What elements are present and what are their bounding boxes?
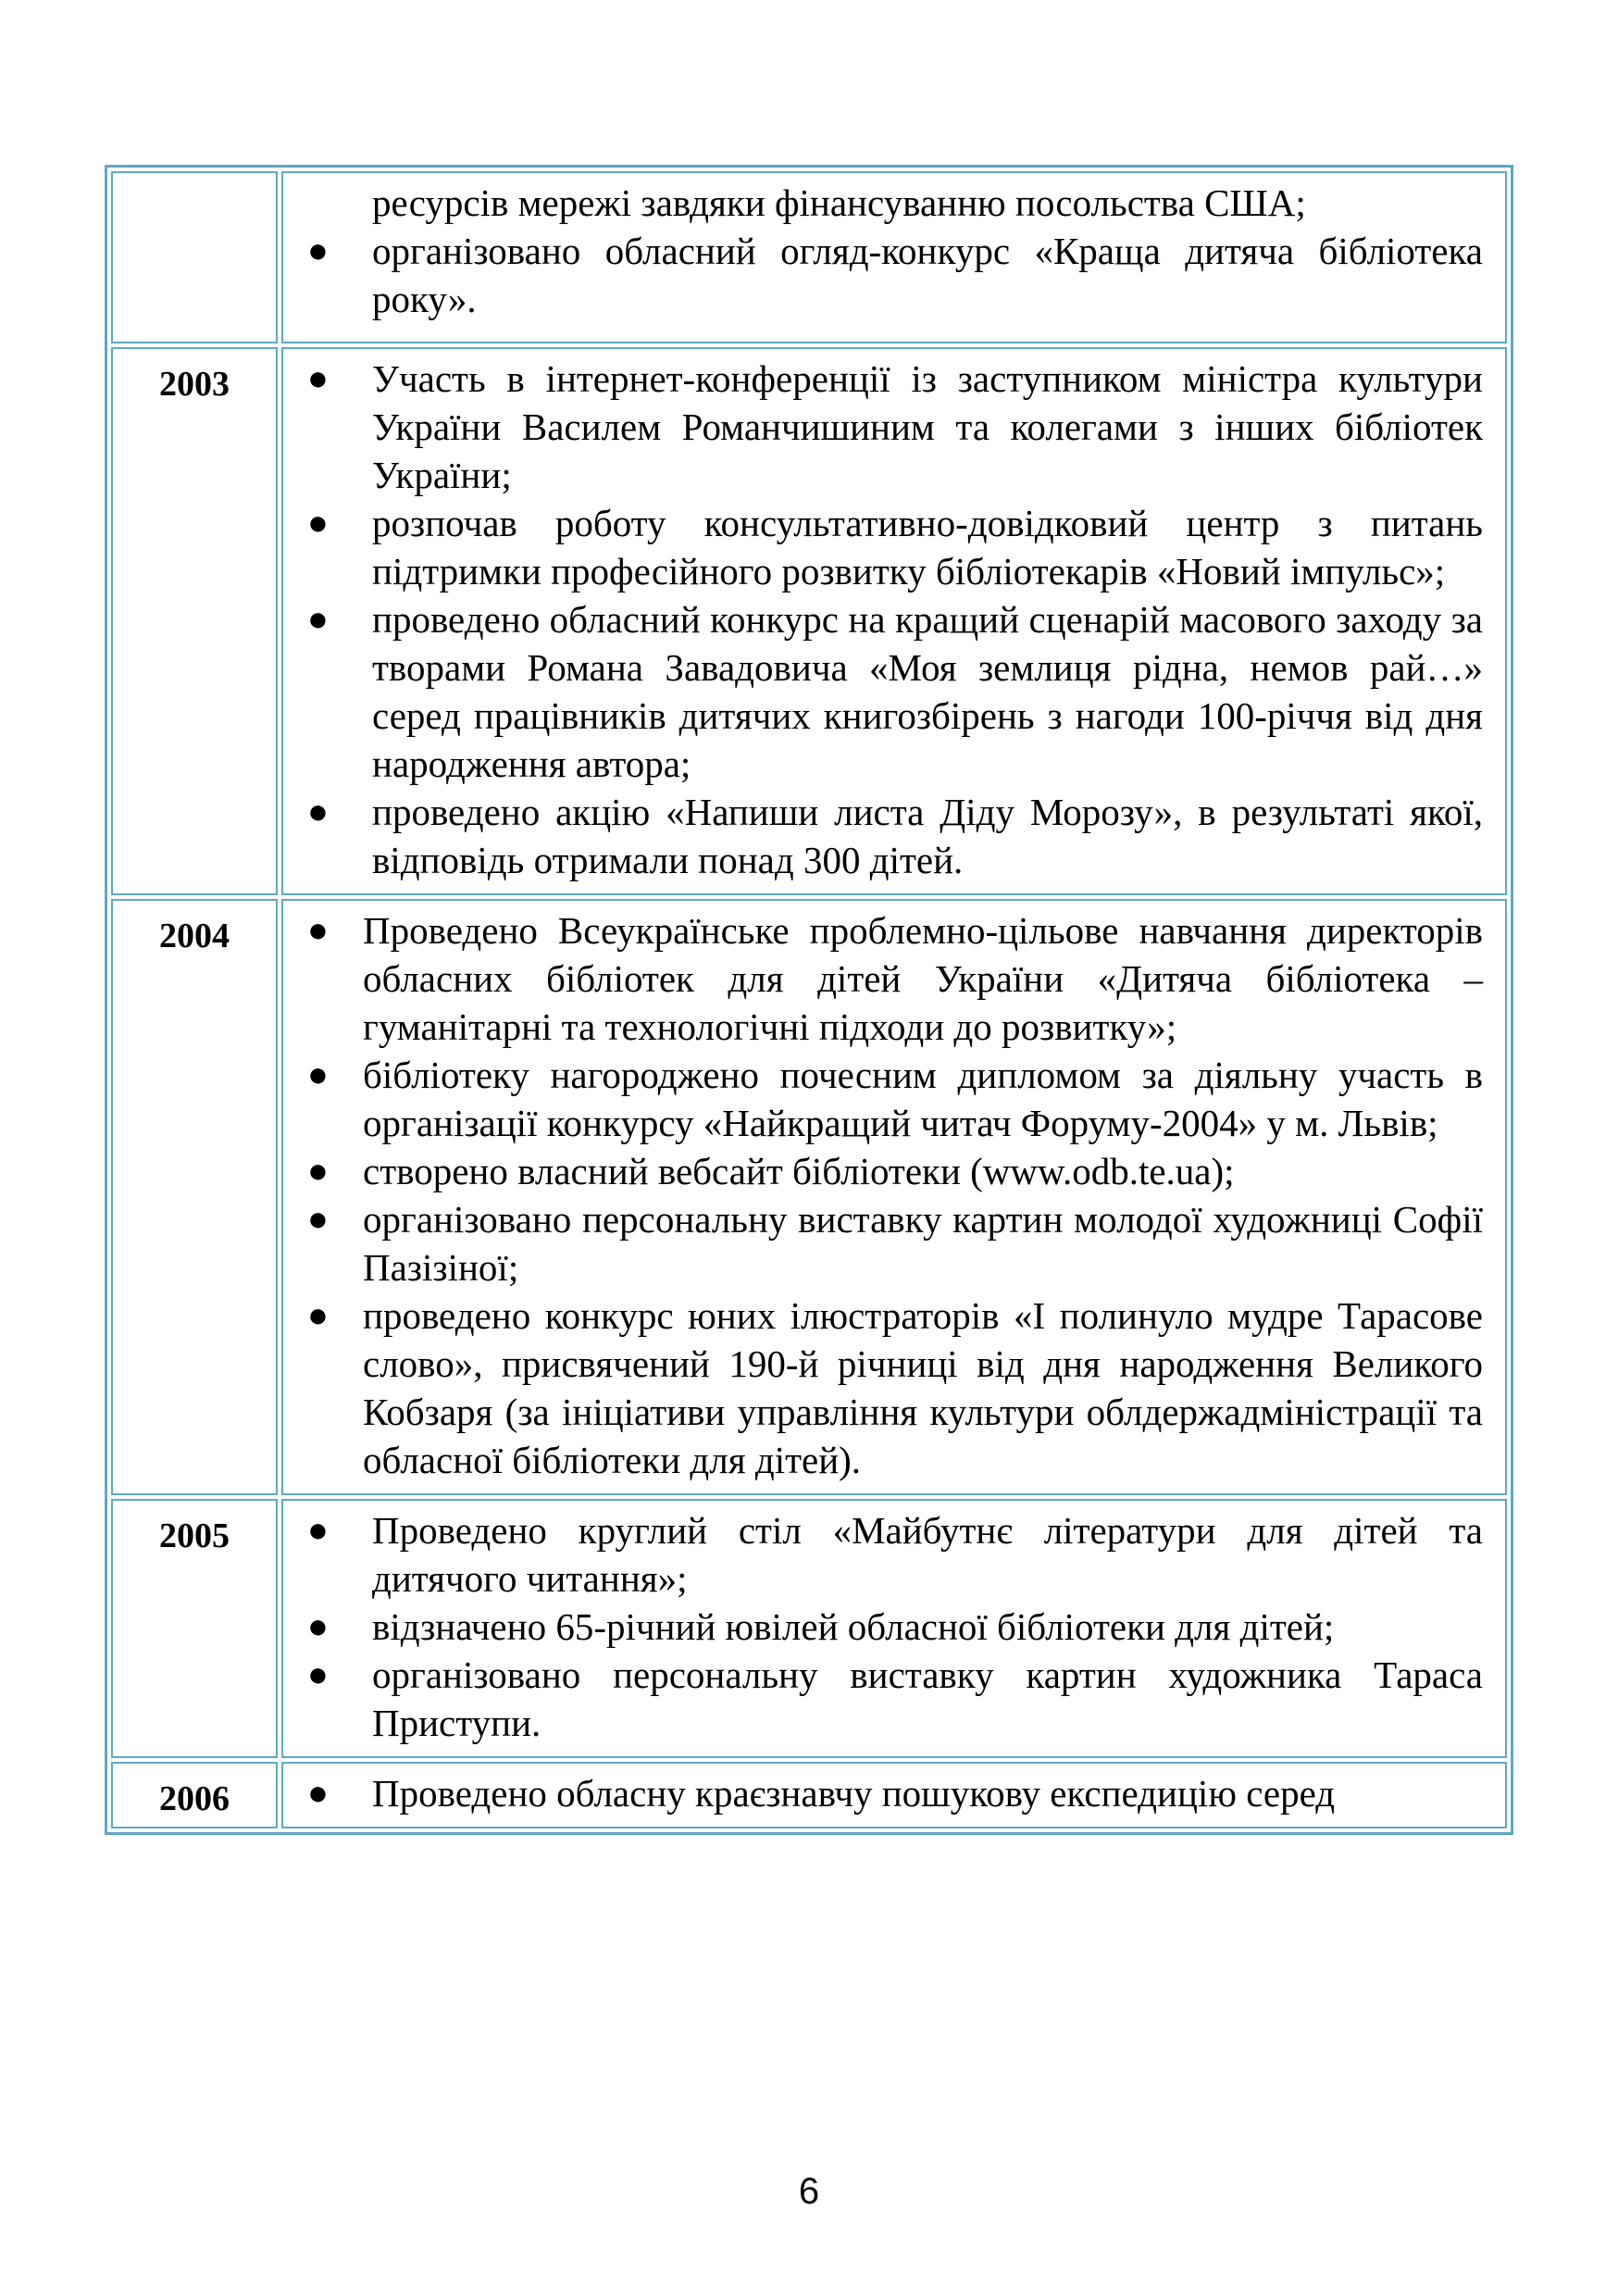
events-cell	[281, 347, 1507, 895]
event-text: проведено конкурс юних ілюстраторів «І полинуло мудре Тарасове слово», присвячений 190-й річниці від дня народження Великого Кобзаря (за ініціативи управління культури облдержадміністрації та обласної бібліотеки для дітей).	[363, 1294, 1483, 1481]
list-item	[283, 1769, 1483, 1817]
bullet-icon: ●	[307, 1152, 329, 1191]
event-list	[283, 1506, 1483, 1747]
year-cell: 2005	[111, 1499, 278, 1758]
event-text: організовано персональну виставку картин художника Тараса Приступи.	[372, 1653, 1483, 1744]
list-item	[283, 788, 1483, 884]
event-text: Проведено Всеукраїнське проблемно-цільове навчання директорів обласних бібліотек для дітей України «Дитяча бібліотека – гуманітарні та технологічні підходи до розвитку»;	[363, 909, 1483, 1048]
bullet-icon: ●	[307, 600, 329, 639]
bullet-icon: ●	[307, 1774, 329, 1813]
list-item	[283, 499, 1483, 595]
bullet-icon: ●	[307, 1200, 329, 1239]
table-row	[111, 899, 1507, 1495]
event-text: Проведено обласну краєзнавчу пошукову експедицію серед	[372, 1772, 1336, 1815]
event-list	[283, 179, 1483, 323]
bullet-icon: ●	[307, 1296, 329, 1335]
list-item	[283, 1506, 1483, 1603]
list-item	[283, 1292, 1483, 1484]
year-cell: 2006	[111, 1762, 278, 1828]
year-cell	[111, 171, 278, 343]
event-list	[283, 355, 1483, 884]
event-text: Участь в інтернет-конференції із заступником міністра культури України Василем Романчишиним та колегами з інших бібліотек України;	[372, 357, 1483, 496]
event-text: організовано обласний огляд-конкурс «Краща дитяча бібліотека року».	[372, 230, 1483, 320]
event-text: створено власний вебсайт бібліотеки (www.odb.te.ua);	[363, 1150, 1235, 1192]
event-list	[283, 906, 1483, 1484]
list-item	[283, 1147, 1483, 1195]
list-item	[283, 355, 1483, 499]
bullet-icon: ●	[307, 1607, 329, 1646]
list-item	[283, 1651, 1483, 1747]
year-cell: 2003	[111, 347, 278, 895]
bullet-icon: ●	[307, 504, 329, 543]
events-cell	[281, 1762, 1507, 1828]
list-item	[283, 1195, 1483, 1292]
chronology-table	[105, 165, 1513, 1835]
list-item	[283, 906, 1483, 1051]
bullet-icon: ●	[307, 359, 329, 398]
event-text: відзначено 65-річний ювілей обласної бібліотеки для дітей;	[372, 1605, 1335, 1648]
bullet-icon: ●	[307, 1055, 329, 1094]
page-number: 6	[798, 2171, 820, 2212]
bullet-icon: ●	[307, 231, 329, 270]
bullet-icon: ●	[307, 1511, 329, 1550]
events-cell	[281, 1499, 1507, 1758]
event-text: бібліотеку нагороджено почесним дипломом за діяльну участь в організації конкурсу «Найкращий читач Форуму-2004» у м. Львів;	[363, 1054, 1483, 1144]
table-row	[111, 347, 1507, 895]
table-row	[111, 1499, 1507, 1758]
list-item	[283, 227, 1483, 323]
year-cell: 2004	[111, 899, 278, 1495]
events-cell	[281, 899, 1507, 1495]
list-item	[283, 1051, 1483, 1147]
events-cell	[281, 171, 1507, 343]
bullet-icon: ●	[307, 1655, 329, 1694]
event-text: проведено акцію «Напиши листа Діду Морозу», в результаті якої, відповідь отримали понад 300 дітей.	[372, 791, 1483, 881]
list-item	[283, 1603, 1483, 1651]
event-list	[283, 1769, 1483, 1817]
list-item	[283, 179, 1483, 227]
list-item	[283, 595, 1483, 788]
bullet-icon: ●	[307, 911, 329, 950]
event-text: організовано персональну виставку картин молодої художниці Софії Пазізіної;	[363, 1198, 1483, 1289]
bullet-icon: ●	[307, 792, 329, 831]
chronology-table-body	[111, 171, 1507, 1828]
table-row	[111, 171, 1507, 343]
table-row	[111, 1762, 1507, 1828]
event-text: ресурсів мережі завдяки фінансуванню посольства США;	[372, 181, 1306, 224]
event-text: Проведено круглий стіл «Майбутнє літератури для дітей та дитячого читання»;	[372, 1509, 1483, 1600]
event-text: розпочав роботу консультативно-довідковий центр з питань підтримки професійного розвитку бібліотекарів «Новий імпульс»;	[372, 502, 1483, 593]
event-text: проведено обласний конкурс на кращий сценарій масового заходу за творами Романа Завадовича «Моя землиця рідна, немов рай…» серед працівників дитячих книгозбірень з нагоди 100-річчя від дня народження автора;	[372, 598, 1483, 785]
